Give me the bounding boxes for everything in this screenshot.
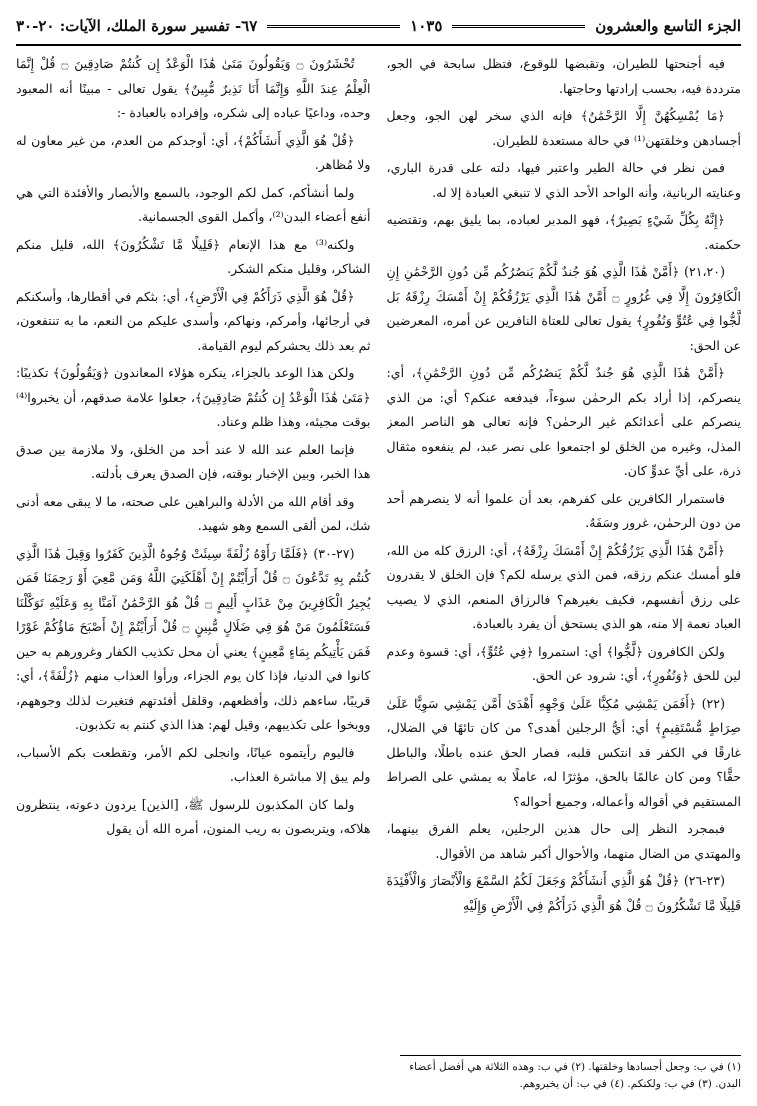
footnote-text: (١) في ب: وجعل أجسادها وخلقتها. (٢) في ب: وهذه الثلاثة هي أفضل أعضاء البدن. (٣) في ب: ولكنكم. (٤) في ب: أن يخبروهم. <box>409 1061 741 1090</box>
right_col-paragraph: (٢٢) ﴿أَفَمَن يَمْشِي مُكِبًّا عَلَىٰ وَجْهِهِ أَهْدَىٰ أَمَّن يَمْشِي سَوِيًّا عَلَىٰ صِرَاطٍ مُّسْتَقِيمٍ﴾ أي: أيُّ الرجلين أهدى؟ من كان تائهًا في الضلال، غارقًا في الكفر قد انتكس قلبه، فصار الحق عنده باطلًا، والباطل حقًّا؟ ومن كان عالمًا بالحق، مؤثرًا له، عاملًا به يمشي على الصراط المستقيم في أقواله وأعماله، وجميع أحواله؟ <box>386 695 741 809</box>
left_col-paragraph: ولما أنشأكم، كمل لكم الوجود، بالسمع والأبصار والأفئدة التي هي أنفع أعضاء البدن⁽²⁾، وأكمل القوى الجسمانية. <box>16 184 371 224</box>
right_col-paragraph: (٢١،٢٠) ﴿أَمَّنْ هَٰذَا الَّذِي هُوَ جُندٌ لَّكُمْ يَنصُرُكُم مِّن دُونِ الرَّحْمَٰنِ إِنِ الْكَافِرُونَ إِلَّا فِي غُرُورٍ ۝ أَمَّنْ هَٰذَا الَّذِي يَرْزُقُكُمْ إِنْ أَمْسَكَ رِزْقَهُ بَل لَّجُّوا فِي عُتُوٍّ وَنُفُورٍ﴾ يقول تعالى للعتاة النافرين عن أمره، المعرضين عن الحق: <box>386 264 741 353</box>
left_col-paragraph: ﴿قُلْ هُوَ الَّذِي ذَرَأَكُمْ فِي الْأَرْضِ﴾، أي: بثكم في أقطارها، وأسكنكم في أرجائها، وأمركم، ونهاكم، وأسدى عليكم من النعم، ما به تنتفعون، ثم بعد ذلك يحشركم ليوم القيامة. <box>16 288 371 353</box>
header-rule-left <box>267 25 400 28</box>
left-column <box>16 52 371 1057</box>
left_col-paragraph: ولما كان المكذبون للرسول ﷺ، [الذين] يردون دعوته، ينتظرون هلاكه، ويتربصون به ريب المنون، أمره الله أن يقول <box>16 796 371 836</box>
header-surah-title: ٦٧- تفسير سورة الملك، الآيات: ٢٠-٣٠ <box>16 17 258 35</box>
right_col-paragraph: ﴿مَا يُمْسِكُهُنَّ إِلَّا الرَّحْمَٰنُ﴾ فإنه الذي سخر لهن الجو، وجعل أجسادهن وخلقتهن⁽¹⁾ في حالة مستعدة للطيران. <box>386 108 741 148</box>
header-part-title: الجزء التاسع والعشرون <box>595 17 741 35</box>
right_col-paragraph: ﴿إِنَّهُ بِكُلِّ شَيْءٍ بَصِيرٌ﴾، فهو المدبر لعباده، بما يليق بهم، وتقتضيه حكمته. <box>386 212 741 252</box>
right_col-paragraph: ﴿أَمَّنْ هَٰذَا الَّذِي هُوَ جُندٌ لَّكُمْ يَنصُرُكُم مِّن دُونِ الرَّحْمَٰنِ﴾، أي: ينصركم، إذا أراد بكم الرحمٰن سوءاً، فيدفعه عنكم؟ أي: من الذي ينصركم على أعدائكم غير الرحمٰن؟ فإنه تعالى هو الناصر المعز المذل، وغيره من الخلق لو اجتمعوا على نصر عبد، لم ينفعوه مثقال ذرة، على أيِّ عدوٍّ كان. <box>386 365 741 478</box>
right_col-paragraph: فمن نظر في حالة الطير واعتبر فيها، دلته على قدرة الباري، وعنايته الربانية، وأنه الواحد الأحد الذي لا تنبغي العبادة إلا له. <box>386 160 741 200</box>
right_col-paragraph: (٢٣-٢٦) ﴿قُلْ هُوَ الَّذِي أَنشَأَكُمْ وَجَعَلَ لَكُمُ السَّمْعَ وَالْأَبْصَارَ وَالْأَفْئِدَةَ قَلِيلًا مَّا تَشْكُرُونَ ۝ قُلْ هُوَ الَّذِي ذَرَأَكُمْ فِي الْأَرْضِ وَإِلَيْهِ <box>386 873 741 913</box>
footnotes <box>400 1055 741 1093</box>
page-header <box>16 8 741 46</box>
left_col-paragraph: تُحْشَرُونَ ۝ وَيَقُولُونَ مَتَىٰ هَٰذَا الْوَعْدُ إِن كُنتُمْ صَادِقِينَ ۝ قُلْ إِنَّمَا الْعِلْمُ عِندَ اللَّهِ وَإِنَّمَا أَنَا نَذِيرٌ مُّبِينٌ﴾ يقول تعالى - مبينًا أنه المعبود وحده، وداعيًا عباده إلى شكره، وإفراده بالعبادة -: <box>16 56 371 120</box>
right_col-paragraph: فبمجرد النظر إلى حال هذين الرجلين، يعلم الفرق بينهما، والمهتدي من الضال منهما، والأحوال أكبر شاهد من الأقوال. <box>386 821 741 861</box>
left_col-paragraph: فاليوم رأيتموه عيانًا، وانجلى لكم الأمر، وتقطعت بكم الأسباب، ولم يبق إلا مباشرة العذاب. <box>16 744 371 784</box>
left_col-paragraph: ولكن هذا الوعد بالجزاء، ينكره هؤلاء المعاندون ﴿وَيَقُولُونَ﴾ تكذيبًا: ﴿مَتَىٰ هَٰذَا الْوَعْدُ إِن كُنتُمْ صَادِقِينَ﴾، جعلوا علامة صدقهم، أن يخبروا⁽⁴⁾ بوقت مجيئه، وهذا ظلم وعناد. <box>16 365 371 429</box>
header-rule-right <box>452 25 585 28</box>
right_col-paragraph: ولكن الكافرون ﴿لَّجُّوا﴾ أي: استمروا ﴿فِي عُتُوٍّ﴾، أي: قسوة وعدم لين للحق ﴿وَنُفُورٍ﴾، أي: شرود عن الحق. <box>386 643 741 683</box>
text-columns <box>16 52 741 1057</box>
left_col-paragraph: (٢٧-٣٠) ﴿فَلَمَّا رَأَوْهُ زُلْفَةً سِيئَتْ وُجُوهُ الَّذِينَ كَفَرُوا وَقِيلَ هَٰذَا الَّذِي كُنتُم بِهِ تَدَّعُونَ ۝ قُلْ أَرَأَيْتُمْ إِنْ أَهْلَكَنِيَ اللَّهُ وَمَن مَّعِيَ أَوْ رَحِمَنَا فَمَن يُجِيرُ الْكَافِرِينَ مِنْ عَذَابٍ أَلِيمٍ ۝ قُلْ هُوَ الرَّحْمَٰنُ آمَنَّا بِهِ وَعَلَيْهِ تَوَكَّلْنَا فَسَتَعْلَمُونَ مَنْ هُوَ فِي ضَلَالٍ مُّبِينٍ ۝ قُلْ أَرَأَيْتُمْ إِنْ أَصْبَحَ مَاؤُكُمْ غَوْرًا فَمَن يَأْتِيكُم بِمَاءٍ مَّعِينٍ﴾ يعني أن محل تكذيب الكفار وغرورهم به حين كانوا في الدنيا، فإذا كان يوم الجزاء، ورأوا العذاب منهم ﴿زُلْفَةً﴾، أي: قريبًا، ساءهم ذلك، وأفظعهم، وقلقل أفئدتهم فتغيرت لذلك وجوههم، ووبخوا على تكذيبهم، وقيل لهم: هذا الذي كنتم به تكذبون. <box>16 545 371 732</box>
header-page-number: ١٠٣٥ <box>410 17 443 35</box>
right-column <box>387 52 742 1057</box>
left_col-paragraph: ﴿قُلْ هُوَ الَّذِي أَنشَأَكُمْ﴾، أي: أوجدكم من العدم، من غير معاون له ولا مُظاهر. <box>16 132 371 172</box>
right_col-paragraph: فيه أجنحتها للطيران، وتقبضها للوقوع، فتظل سابحة في الجو، مترددة فيه، بحسب إرادتها وحاجتها. <box>386 56 741 96</box>
right_col-paragraph: ﴿أَمَّنْ هَٰذَا الَّذِي يَرْزُقُكُمْ إِنْ أَمْسَكَ رِزْقَهُ﴾، أي: الرزق كله من الله، فلو أمسك عنكم رزقه، فمن الذي يرسله لكم؟ فإن الخلق لا يقدرون على رزق أنفسهم، فكيف بغيرهم؟ فالرزاق المنعم، الذي لا يصيب العباد نعمة إلا منه، هو الذي يستحق أن يفرد بالعبادة. <box>386 542 741 631</box>
right_col-paragraph: فاستمرار الكافرين على كفرهم، بعد أن علموا أنه لا ينصرهم أحد من دون الرحمٰن، غرور وسَفَهٌ. <box>386 490 741 530</box>
left_col-paragraph: وقد أقام الله من الأدلة والبراهين على صحته، ما لا يبقى معه أدنى شك، لمن ألقى السمع وهو شهيد. <box>16 493 371 533</box>
left_col-paragraph: ولكنه⁽³⁾ مع هذا الإنعام ﴿قَلِيلًا مَّا تَشْكُرُونَ﴾ الله، قليل منكم الشاكر، وقليل منكم الشكر. <box>16 236 371 276</box>
left_col-paragraph: فإنما العلم عند الله لا عند أحد من الخلق، ولا ملازمة بين صدق هذا الخبر، وبين الإخبار بوقته، فإن الصدق يعرف بأدلته. <box>16 441 371 481</box>
